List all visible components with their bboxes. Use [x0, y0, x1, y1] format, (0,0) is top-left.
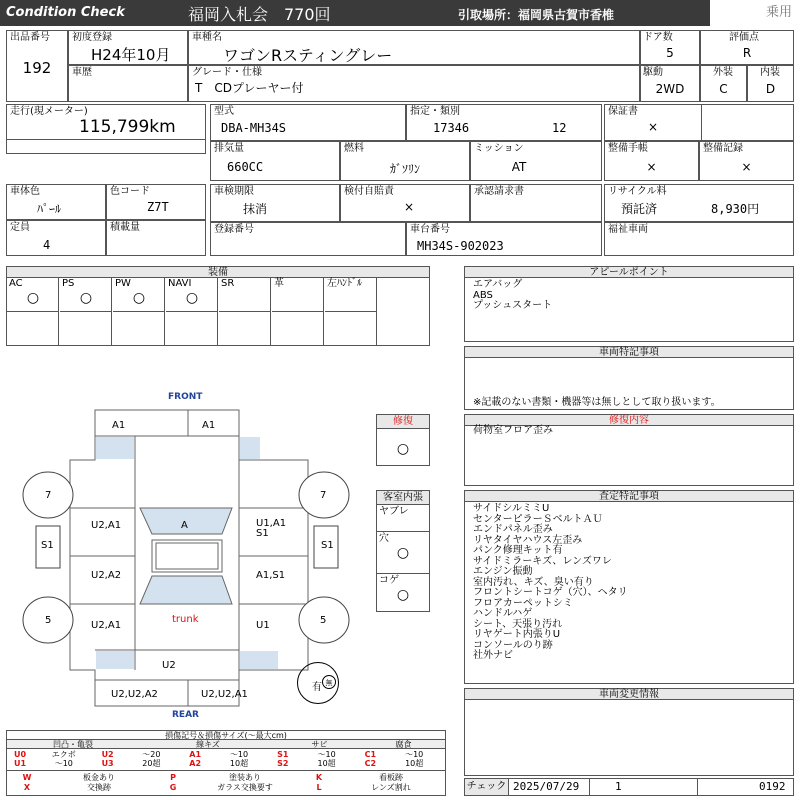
exterior-grade: C [719, 82, 728, 96]
displacement-value: 660CC [227, 160, 264, 174]
equipment-mark: ○ [185, 290, 199, 306]
interior-tear-label: ヤブレ [379, 506, 409, 517]
fuel-value: ｶﾞｿﾘﾝ [389, 162, 420, 176]
legend-group-header: 腐食 [362, 740, 445, 749]
legend-desc: 10超 [405, 759, 424, 768]
rating-label: 評価点 [729, 32, 759, 43]
interior-grade: D [765, 82, 776, 96]
auction-title: 福岡入札会 770回 [188, 5, 331, 24]
inspect-title: 査定特記事項 [465, 491, 793, 502]
interior-divider-1 [377, 531, 429, 532]
color-code-cell [106, 184, 206, 220]
history-label: 車歴 [72, 67, 92, 78]
warranty-divider [701, 105, 702, 140]
equipment-label: AC [9, 278, 23, 289]
damage-legend [6, 730, 446, 796]
interior-divider-2 [377, 573, 429, 574]
legend-code: X [23, 783, 31, 792]
chassis-label: 車台番号 [410, 224, 450, 235]
interior-box [376, 490, 430, 612]
capacity-value: 4 [43, 238, 51, 252]
mileage-value: 115,799km [79, 117, 176, 137]
legend-divider [7, 770, 445, 771]
reg-no-label: 登録番号 [214, 224, 254, 235]
repair-detail-panel [464, 414, 794, 486]
appeal-lines: エアバッグ ABS プッシュスタート [473, 279, 553, 311]
equipment-mark: ○ [79, 290, 93, 306]
brand-title: Condition Check [0, 0, 165, 26]
legend-code: C2 [364, 759, 377, 768]
legend-desc: 塗装あり [229, 773, 261, 782]
legend-desc: レンズ割れ [371, 783, 411, 792]
check-date: 2025/07/29 [513, 780, 580, 793]
interior-hole-mark: ○ [396, 545, 410, 561]
legend-desc: ～10 [317, 750, 336, 759]
load-label: 積載量 [110, 222, 140, 233]
displacement-label: 排気量 [214, 143, 244, 154]
mileage-label: 走行(現メーター) [10, 106, 88, 117]
grade-label: グレード・仕様 [192, 67, 262, 78]
damage-front-door-left: U2,A1 [91, 520, 122, 531]
record-cell [699, 141, 794, 181]
welfare-label: 福祉車両 [608, 224, 648, 235]
damage-rear-bumper-left: U2,U2,A2 [111, 689, 158, 700]
equipment-mark: ○ [132, 290, 146, 306]
legend-code: K [315, 773, 323, 782]
mission-value: AT [511, 160, 527, 174]
equipment-divider [219, 311, 271, 312]
equipment-label: 革 [274, 278, 284, 289]
damage-mirror-right: S1 [321, 540, 334, 551]
legend-code: A2 [189, 759, 202, 768]
equipment-label: PS [62, 278, 75, 289]
fuel-label: 燃料 [344, 143, 364, 154]
grade-value: T CDプレーヤー付 [195, 81, 304, 95]
lot-cell [6, 30, 68, 102]
equipment-divider [113, 311, 165, 312]
liability-value: × [403, 200, 415, 214]
check-number: 1 [615, 780, 622, 793]
liability-cell [340, 184, 470, 222]
legend-desc: 板金あり [83, 773, 115, 782]
damage-front-bumper-right: A1 [202, 420, 216, 431]
record-label: 整備記録 [703, 143, 743, 154]
legend-desc: 10超 [317, 759, 336, 768]
damage-windshield: A [181, 520, 188, 531]
footer-divider-1 [589, 779, 590, 795]
equipment-divider [325, 311, 377, 312]
inspect-panel [464, 490, 794, 684]
equipment-2 [113, 278, 165, 345]
damage-back-door: U2 [162, 660, 176, 671]
manual-label: 整備手帳 [608, 143, 648, 154]
legend-code: U2 [101, 750, 114, 759]
tire-rear-left-grade: 5 [45, 615, 52, 626]
interior-cell [747, 65, 794, 102]
special-panel [464, 346, 794, 410]
doors-label: ドア数 [643, 32, 673, 43]
equipment-1 [60, 278, 112, 345]
capacity-cell [6, 220, 106, 256]
type-class: 12 [552, 121, 567, 135]
check-footer [464, 778, 794, 796]
recycle-label: リサイクル料 [608, 186, 667, 197]
damage-rear-fender-left: U2,A1 [91, 620, 122, 631]
damage-rear-door-right: A1,S1 [256, 570, 286, 581]
mission-cell [470, 141, 602, 181]
type-cell [406, 104, 602, 141]
car-body-outline [70, 436, 308, 680]
equipment-title: 装備 [7, 267, 429, 278]
warranty-cell [604, 104, 794, 141]
rating-value: R [742, 46, 752, 60]
front-label: FRONT [168, 392, 203, 402]
model-value: DBA-MH34S [221, 121, 287, 135]
legend-code: U1 [13, 759, 27, 768]
car-name-label: 車種名 [192, 32, 222, 43]
mileage-cell [6, 104, 206, 154]
tire-front-right-grade: 7 [320, 490, 327, 501]
damage-front-door-right: U1,A1 S1 [256, 518, 287, 539]
car-name: ワゴンRスティングレー [223, 46, 393, 65]
legend-desc: 交換跡 [87, 783, 111, 792]
spare-tire-label: 有 [312, 682, 322, 693]
legend-group-header: 凹凸・亀裂 [7, 740, 139, 749]
legend-code: L [316, 783, 322, 792]
repair-detail-title: 修復内容 [465, 415, 793, 426]
record-value: × [741, 160, 752, 174]
equipment-divider [7, 311, 59, 312]
legend-title: 損傷記号＆損傷サイズ(～最大cm) [7, 731, 445, 740]
model-label: 型式 [214, 106, 234, 117]
rear-label: REAR [172, 710, 199, 720]
footer-divider-2 [697, 779, 698, 795]
appeal-panel [464, 266, 794, 342]
history-cell [68, 65, 188, 102]
equipment-table [6, 266, 430, 346]
fuel-cell [340, 141, 470, 181]
legend-desc: 20超 [142, 759, 161, 768]
legend-code: U0 [13, 750, 27, 759]
first-reg-cell [68, 30, 188, 65]
equipment-divider [272, 311, 324, 312]
repair-box [376, 414, 430, 466]
equipment-5 [272, 278, 324, 345]
equipment-divider [166, 311, 218, 312]
legend-desc: ～10 [54, 759, 73, 768]
equipment-label: NAVI [168, 278, 192, 289]
check-code: 0192 [759, 780, 786, 793]
color-code-label: 色コード [110, 186, 150, 197]
legend-desc: エクボ [51, 750, 76, 759]
legend-desc: 10超 [229, 759, 249, 768]
vehicle-category: 乗用 [765, 5, 792, 20]
warranty-value: × [647, 120, 659, 134]
type-label: 指定・類別 [410, 106, 460, 117]
equipment-4 [219, 278, 271, 345]
change-title: 車両変更情報 [465, 689, 793, 700]
legend-desc: ～10 [229, 750, 249, 759]
repair-detail-lines: 荷物室フロア歪み [473, 425, 553, 436]
legend-group-header: サビ [277, 740, 362, 749]
tire-rear-right-grade: 5 [320, 615, 327, 626]
liability-label: 検付自賠責 [344, 186, 394, 197]
inspection-cell [210, 184, 340, 222]
doors-cell [640, 30, 700, 65]
load-cell [106, 220, 206, 256]
interior-label: 内装 [760, 67, 780, 78]
manual-cell [604, 141, 699, 181]
damage-mirror-left: S1 [41, 540, 54, 551]
first-reg-label: 初度登録 [72, 32, 112, 43]
tire-front-left-grade: 7 [45, 490, 52, 501]
legend-code: G [169, 783, 177, 792]
equipment-3 [166, 278, 218, 345]
body-color-cell [6, 184, 106, 220]
change-panel [464, 688, 794, 776]
lot-number: 192 [22, 59, 52, 77]
repair-box-title: 修復 [377, 415, 429, 429]
inspection-value: 抹消 [243, 202, 268, 216]
damage-rear-bumper-right: U2,U2,A1 [201, 689, 248, 700]
welfare-cell [604, 222, 794, 256]
capacity-label: 定員 [10, 222, 30, 233]
legend-code: C1 [364, 750, 377, 759]
legend-body [7, 740, 445, 795]
equipment-label: SR [221, 278, 235, 289]
warranty-label: 保証書 [608, 106, 638, 117]
reg-no-cell [210, 222, 406, 256]
grade-cell [188, 65, 640, 102]
body-color-label: 車体色 [10, 186, 40, 197]
legend-group-header: 線キズ [139, 740, 277, 749]
legend-code: W [22, 773, 32, 782]
equipment-label: 左ﾊﾝﾄﾞﾙ [327, 278, 362, 289]
pickup-location: 引取場所：福岡県古賀市香椎 [458, 8, 615, 22]
spare-tire-icon: 無 [322, 675, 336, 689]
chassis-value: MH34S-902023 [417, 239, 504, 253]
inspect-lines: サイドシルミミU センターピラーＳベルトＡＵ エンドパネル歪み リヤタイヤハウス左歪み パンク修理キット有 サイドミラーキズ、レンズワレ エンジン振動 室内汚れ、キズ、臭い有り フロントシートコゲ（穴）、ヘタリ フロアカーペットシミ ハンドルハゲ シート、天張り汚れ リヤゲート内張りU コンソールのり跡 社外ナビ [473, 503, 628, 661]
drive-cell [640, 65, 700, 102]
legend-code: S2 [277, 759, 289, 768]
legend-desc: ～10 [405, 750, 424, 759]
interior-hole-label: 穴 [379, 533, 389, 544]
equipment-label: PW [115, 278, 131, 289]
mileage-divider [7, 139, 205, 140]
recycle-fee: 8,930円 [711, 202, 760, 216]
body-color-value: ﾊﾟｰﾙ [37, 202, 62, 216]
spare-tire-badge [297, 662, 339, 704]
legend-desc: 看板跡 [379, 773, 403, 782]
inspection-label: 車検期限 [214, 186, 254, 197]
model-cell [210, 104, 406, 141]
recycle-status: 預託済 [621, 202, 658, 216]
approval-label: 承認請求書 [474, 186, 524, 197]
interior-burn-mark: ○ [396, 587, 410, 603]
damage-rear-door-left: U2,A2 [91, 570, 122, 581]
appeal-title: アピールポイント [465, 267, 793, 278]
equipment-divider [60, 311, 112, 312]
legend-desc: ～20 [142, 750, 161, 759]
interior-box-title: 客室内張 [377, 491, 429, 505]
exterior-cell [700, 65, 747, 102]
drive-value: 2WD [655, 82, 685, 96]
color-code-value: Z7T [147, 200, 169, 214]
recycle-cell [604, 184, 794, 222]
car-name-cell [188, 30, 640, 65]
lot-label: 出品番号 [10, 32, 50, 43]
exterior-label: 外装 [713, 67, 733, 78]
repair-box-mark: ○ [396, 441, 410, 457]
approval-cell [470, 184, 602, 222]
legend-code: U3 [101, 759, 114, 768]
legend-desc: ガラス交換要す [217, 783, 273, 792]
chassis-cell [406, 222, 602, 256]
special-title: 車両特記事項 [465, 347, 793, 358]
drive-label: 駆動 [643, 67, 663, 78]
equipment-6 [325, 278, 377, 345]
legend-code: P [170, 773, 176, 782]
equipment-0 [7, 278, 59, 345]
check-label: チェック [465, 779, 509, 795]
manual-value: × [646, 160, 657, 174]
damage-rear-fender-right: U1 [256, 620, 270, 631]
legend-code: S1 [277, 750, 289, 759]
rating-cell [700, 30, 794, 65]
interior-burn-label: コゲ [379, 575, 399, 586]
special-note: ※記載のない書類・機器等は無しとして取り扱います。 [473, 397, 721, 408]
first-reg-value: H24年10月 [91, 46, 171, 64]
type-designation: 17346 [433, 121, 470, 135]
trunk-label: trunk [172, 614, 199, 625]
equipment-items [7, 278, 429, 345]
damage-front-bumper-left: A1 [112, 420, 126, 431]
displacement-cell [210, 141, 340, 181]
mission-label: ミッション [474, 143, 524, 154]
equipment-mark: ○ [26, 290, 40, 306]
doors-value: 5 [666, 46, 674, 60]
legend-code: A1 [189, 750, 202, 759]
